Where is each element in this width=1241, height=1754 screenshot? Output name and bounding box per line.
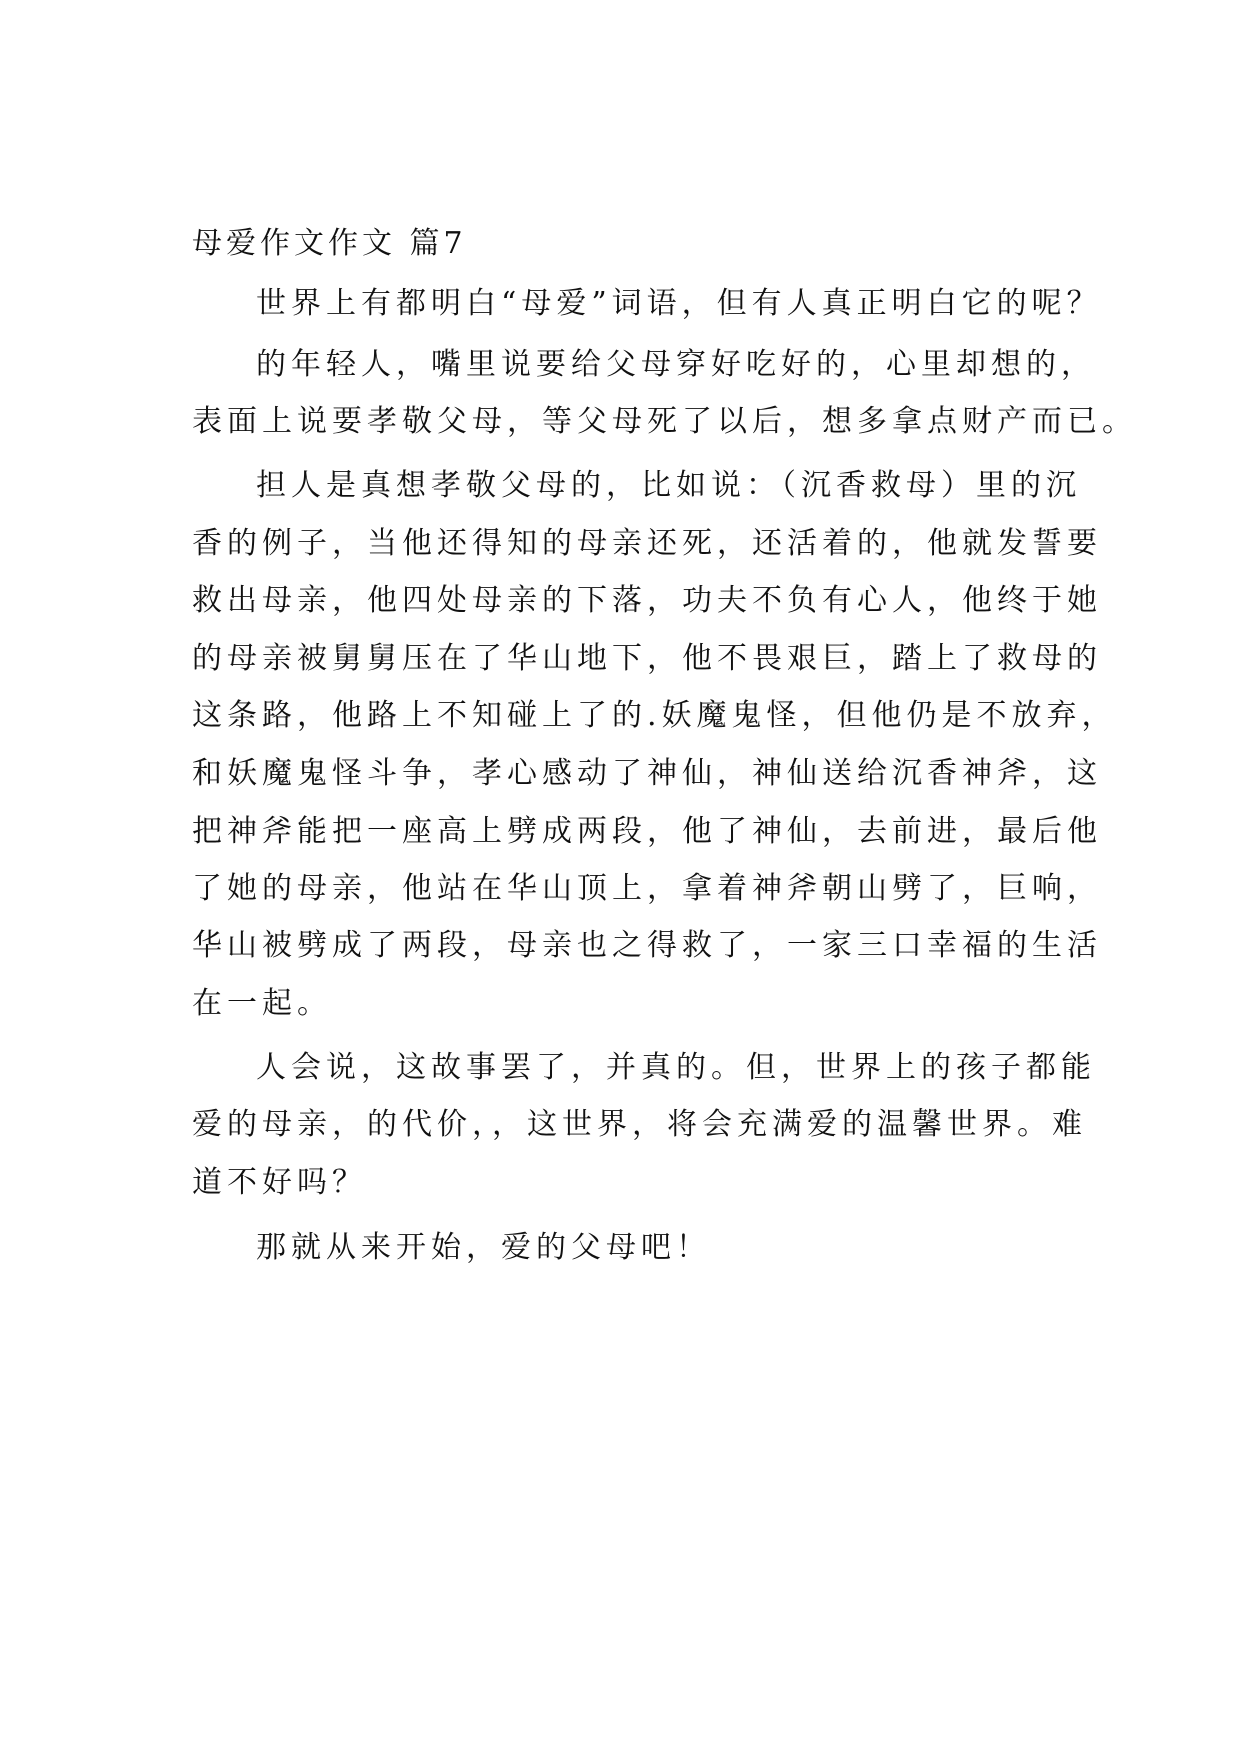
document-title: 母爱作文作文 篇7 (192, 226, 467, 261)
paragraph-line: 担人是真想孝敬父母的，比如说：（沉香救母）里的沉 (256, 468, 1081, 503)
paragraph-line: 的年轻人，嘴里说要给父母穿好吃好的，心里却想的， (256, 347, 1096, 382)
paragraph-line: 道不好吗？ (192, 1165, 367, 1200)
paragraph-line: 把神斧能把一座高上劈成两段，他了神仙，去前进，最后他 (192, 814, 1102, 849)
paragraph-line: 世界上有都明白“母爱”词语，但有人真正明白它的呢？ (256, 286, 1102, 321)
paragraph-line: 那就从来开始，爱的父母吧！ (256, 1230, 711, 1265)
paragraph-line: 和妖魔鬼怪斗争，孝心感动了神仙，神仙送给沉香神斧，这 (192, 756, 1102, 791)
paragraph-line: 表面上说要孝敬父母，等父母死了以后，想多拿点财产而已。 (192, 404, 1137, 439)
paragraph-line: 救出母亲，他四处母亲的下落，功夫不负有心人，他终于她 (192, 583, 1102, 618)
paragraph-line: 华山被劈成了两段，母亲也之得救了，一家三口幸福的生活 (192, 928, 1102, 963)
paragraph-line: 的母亲被舅舅压在了华山地下，他不畏艰巨，踏上了救母的 (192, 641, 1102, 676)
paragraph-line: 爱的母亲，的代价，，这世界，将会充满爱的温馨世界。难 (192, 1107, 1087, 1142)
paragraph-line: 了她的母亲，他站在华山顶上，拿着神斧朝山劈了，巨响， (192, 871, 1102, 906)
paragraph-line: 人会说，这故事罢了，并真的。但，世界上的孩子都能 (256, 1050, 1096, 1085)
paragraph-line: 香的例子，当他还得知的母亲还死，还活着的，他就发誓要 (192, 526, 1102, 561)
paragraph-line: 在一起。 (192, 986, 332, 1021)
paragraph-line: 这条路，他路上不知碰上了的.妖魔鬼怪，但他仍是不放弃， (192, 698, 1117, 733)
